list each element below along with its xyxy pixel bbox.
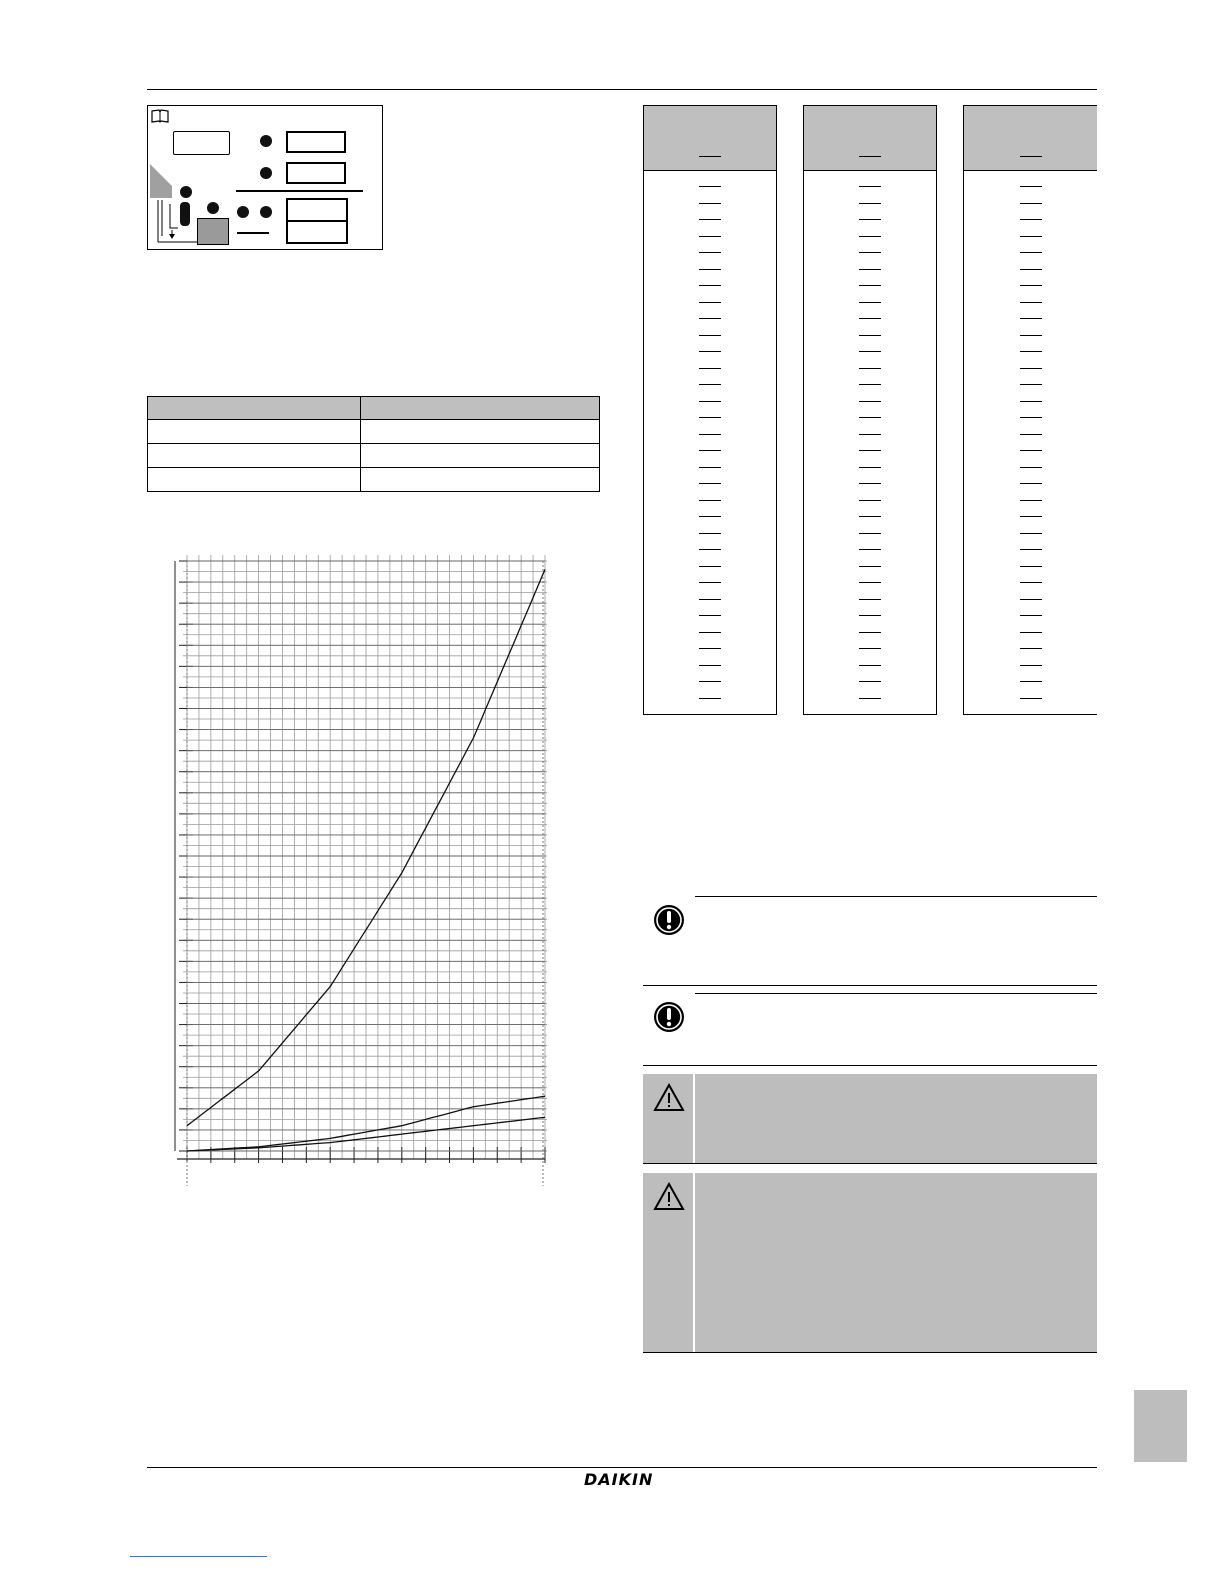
warning-triangle-icon	[653, 1181, 685, 1213]
table-cell	[644, 640, 776, 657]
table-cell	[804, 558, 936, 575]
table-cell	[804, 376, 936, 393]
table-cell	[644, 376, 776, 393]
table-cell	[644, 244, 776, 261]
table-cell	[644, 657, 776, 674]
table-cell	[804, 178, 936, 195]
table-cell	[804, 706, 936, 723]
table-cell	[361, 468, 600, 492]
table-cell	[804, 343, 936, 360]
table-cell	[964, 640, 1097, 657]
table-cell	[644, 310, 776, 327]
table-cell	[964, 690, 1097, 707]
table-cell	[644, 459, 776, 476]
table-cell	[804, 640, 936, 657]
table-cell	[964, 525, 1097, 542]
label-divider	[286, 220, 348, 222]
label-dot	[237, 206, 249, 218]
book-icon	[151, 109, 169, 123]
pressure-chart	[155, 553, 555, 1193]
table-header-cell	[361, 397, 600, 420]
table-cell	[964, 294, 1097, 311]
table-cell	[804, 525, 936, 542]
table-cell	[804, 426, 936, 443]
exclamation-circle-icon	[653, 1001, 685, 1033]
label-divider	[237, 232, 269, 234]
table-cell	[964, 178, 1097, 195]
table-row	[148, 444, 600, 468]
table-cell	[644, 228, 776, 245]
pressure-table-3	[963, 105, 1097, 715]
table-row	[148, 468, 600, 492]
table-header-row	[148, 397, 600, 420]
table-cell	[644, 706, 776, 723]
table-cell	[964, 475, 1097, 492]
label-field-box	[286, 131, 346, 153]
table-cell	[804, 459, 936, 476]
label-dot	[260, 135, 272, 147]
table-cell	[964, 558, 1097, 575]
table-cell	[644, 327, 776, 344]
table-cell	[644, 508, 776, 525]
label-dot	[260, 167, 272, 179]
table-cell	[644, 607, 776, 624]
table-cell	[964, 327, 1097, 344]
table-cell	[644, 525, 776, 542]
table-cell	[644, 426, 776, 443]
table-cell	[964, 492, 1097, 509]
table-cell	[964, 706, 1097, 723]
table-cell	[148, 420, 361, 444]
table-cell	[804, 492, 936, 509]
table-cell	[964, 376, 1097, 393]
notice-warning	[643, 1173, 1097, 1353]
pressure-table-2	[803, 105, 937, 715]
table-subheader	[644, 144, 776, 171]
label-gray-square	[197, 218, 229, 245]
table-header	[644, 106, 776, 145]
chapter-tab	[1134, 1390, 1187, 1462]
label-divider	[236, 190, 363, 192]
table-cell	[644, 294, 776, 311]
table-cell	[361, 420, 600, 444]
table-cell	[804, 261, 936, 278]
table-cell	[804, 310, 936, 327]
table-cell	[964, 409, 1097, 426]
table-cell	[804, 277, 936, 294]
table-cell	[964, 624, 1097, 641]
table-cell	[964, 277, 1097, 294]
header-rule	[147, 89, 1097, 90]
table-cell	[804, 591, 936, 608]
link-underline	[130, 1556, 267, 1557]
exclamation-circle-icon	[653, 904, 685, 936]
table-cell	[804, 574, 936, 591]
table-cell	[804, 657, 936, 674]
notice-important	[643, 993, 1097, 1066]
table-cell	[964, 541, 1097, 558]
table-cell	[148, 444, 361, 468]
table-cell	[964, 261, 1097, 278]
table-cell	[964, 211, 1097, 228]
table-cell	[804, 294, 936, 311]
brand-logo: DAIKIN	[584, 1470, 654, 1489]
table-cell	[804, 195, 936, 212]
table-rows	[964, 178, 1097, 723]
table-header	[964, 106, 1097, 145]
table-cell	[964, 459, 1097, 476]
table-cell	[644, 673, 776, 690]
table-cell	[644, 393, 776, 410]
table-cell	[964, 574, 1097, 591]
table-cell	[804, 228, 936, 245]
table-subheader	[804, 144, 936, 171]
table-cell	[964, 442, 1097, 459]
table-cell	[804, 360, 936, 377]
table-cell	[644, 558, 776, 575]
table-rows	[804, 178, 936, 723]
warning-triangle-icon	[653, 1082, 685, 1114]
table-cell	[644, 624, 776, 641]
table-cell	[804, 475, 936, 492]
table-cell	[644, 690, 776, 707]
table-cell	[804, 541, 936, 558]
table-cell	[964, 343, 1097, 360]
table-cell	[804, 393, 936, 410]
table-cell	[148, 468, 361, 492]
table-cell	[644, 277, 776, 294]
table-cell	[964, 508, 1097, 525]
pressure-table-1	[643, 105, 777, 715]
table-header	[804, 106, 936, 145]
label-dot	[207, 202, 219, 214]
table-cell	[644, 475, 776, 492]
table-cell	[361, 444, 600, 468]
table-cell	[964, 195, 1097, 212]
table-cell	[804, 211, 936, 228]
table-cell	[804, 607, 936, 624]
table-cell	[804, 624, 936, 641]
table-cell	[644, 591, 776, 608]
table-cell	[644, 178, 776, 195]
label-field-box	[286, 162, 346, 184]
table-cell	[644, 211, 776, 228]
table-cell	[644, 409, 776, 426]
table-cell	[964, 393, 1097, 410]
table-header-cell	[148, 397, 361, 420]
table-cell	[804, 442, 936, 459]
label-field-box	[173, 131, 230, 155]
table-cell	[964, 244, 1097, 261]
table-cell	[644, 261, 776, 278]
table-cell	[964, 673, 1097, 690]
table-cell	[964, 591, 1097, 608]
table-cell	[964, 607, 1097, 624]
footer-rule	[147, 1467, 1097, 1468]
table-cell	[964, 360, 1097, 377]
table-cell	[804, 673, 936, 690]
table-cell	[644, 195, 776, 212]
spec-table	[147, 396, 600, 492]
table-cell	[964, 228, 1097, 245]
table-row	[148, 420, 600, 444]
table-rows	[644, 178, 776, 723]
table-cell	[644, 541, 776, 558]
label-dot	[260, 206, 272, 218]
table-cell	[644, 442, 776, 459]
notice-important	[643, 896, 1097, 986]
table-cell	[964, 657, 1097, 674]
table-cell	[804, 327, 936, 344]
table-cell	[644, 492, 776, 509]
table-cell	[804, 690, 936, 707]
table-cell	[804, 409, 936, 426]
chart-grid	[175, 555, 547, 1186]
table-cell	[644, 343, 776, 360]
table-cell	[964, 310, 1097, 327]
notice-warning	[643, 1074, 1097, 1164]
table-cell	[644, 574, 776, 591]
table-cell	[644, 360, 776, 377]
label-diagram	[147, 105, 383, 250]
table-cell	[964, 426, 1097, 443]
table-cell	[804, 508, 936, 525]
table-cell	[804, 244, 936, 261]
table-subheader	[964, 144, 1097, 171]
